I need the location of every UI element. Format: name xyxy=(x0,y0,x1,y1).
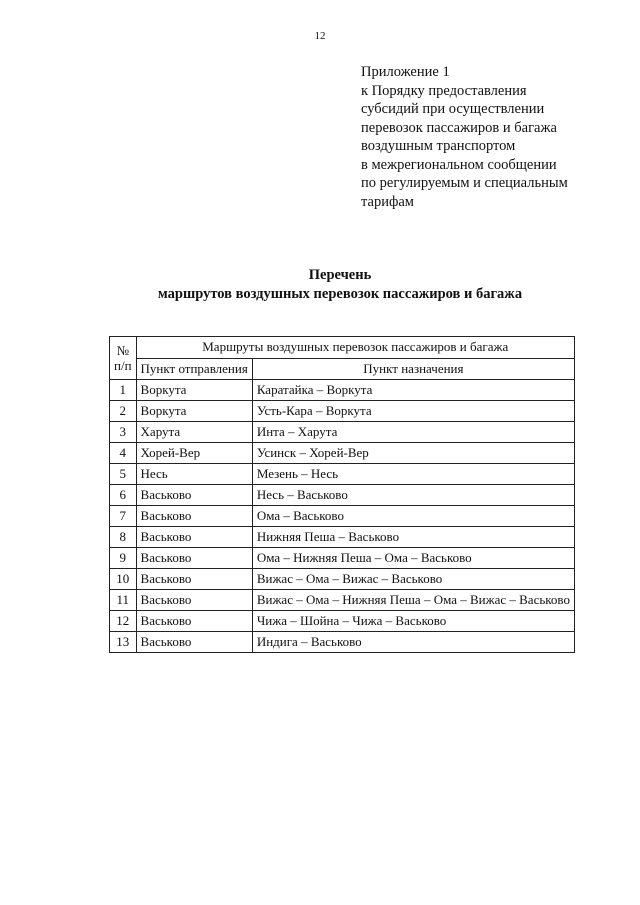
destination-cell: Индига – Васьково xyxy=(252,632,574,653)
header-number-abbr: п/п xyxy=(114,358,132,373)
destination-cell: Вижас – Ома – Нижняя Пеша – Ома – Вижас – Васьково xyxy=(252,590,574,611)
row-number-cell: 8 xyxy=(110,527,137,548)
table-row xyxy=(110,632,575,653)
departure-cell: Васьково xyxy=(136,590,252,611)
destination-cell: Вижас – Ома – Вижас – Васьково xyxy=(252,569,574,590)
row-number-cell: 9 xyxy=(110,548,137,569)
table-row xyxy=(110,485,575,506)
destination-cell: Нижняя Пеша – Васьково xyxy=(252,527,574,548)
title-line-2: маршрутов воздушных перевозок пассажиров и багажа xyxy=(157,286,523,302)
row-number-cell: 2 xyxy=(110,401,137,422)
destination-cell: Ома – Васьково xyxy=(252,506,574,527)
destination-cell: Несь – Васьково xyxy=(252,485,574,506)
table-row xyxy=(110,380,575,401)
departure-cell: Васьково xyxy=(136,527,252,548)
table-row xyxy=(110,548,575,569)
appendix-line: к Порядку предоставления xyxy=(361,82,527,99)
table-row xyxy=(110,506,575,527)
row-number-cell: 1 xyxy=(110,380,137,401)
destination-cell: Каратайка – Воркута xyxy=(252,380,574,401)
header-number xyxy=(110,337,137,380)
destination-cell: Ома – Нижняя Пеша – Ома – Васьково xyxy=(252,548,574,569)
page-number: 12 xyxy=(314,30,326,42)
document-title xyxy=(0,266,640,304)
departure-cell: Васьково xyxy=(136,506,252,527)
destination-cell: Чижа – Шойна – Чижа – Васьково xyxy=(252,611,574,632)
appendix-line: Приложение 1 xyxy=(361,64,450,80)
appendix-line: перевозок пассажиров и багажа xyxy=(361,119,557,136)
appendix-line: в межрегиональном сообщении xyxy=(361,156,557,173)
appendix-line: воздушным транспортом xyxy=(361,138,516,154)
table-row xyxy=(110,527,575,548)
table-subheader-row xyxy=(110,358,575,380)
row-number-cell: 6 xyxy=(110,485,137,506)
departure-cell: Воркута xyxy=(136,401,252,422)
row-number-cell: 10 xyxy=(110,569,137,590)
departure-cell: Хорей-Вер xyxy=(136,443,252,464)
table-row xyxy=(110,443,575,464)
departure-cell: Васьково xyxy=(136,485,252,506)
table-row xyxy=(110,569,575,590)
table-body xyxy=(110,380,575,653)
table-row xyxy=(110,611,575,632)
appendix-block xyxy=(361,63,626,211)
table-row xyxy=(110,590,575,611)
table-row xyxy=(110,401,575,422)
destination-cell: Усть-Кара – Воркута xyxy=(252,401,574,422)
row-number-cell: 13 xyxy=(110,632,137,653)
departure-cell: Васьково xyxy=(136,548,252,569)
row-number-cell: 5 xyxy=(110,464,137,485)
row-number-cell: 7 xyxy=(110,506,137,527)
routes-table xyxy=(109,336,575,653)
departure-cell: Харута xyxy=(136,422,252,443)
destination-cell: Усинск – Хорей-Вер xyxy=(252,443,574,464)
table-header-row xyxy=(110,337,575,359)
row-number-cell: 3 xyxy=(110,422,137,443)
header-number-sign: № xyxy=(116,343,129,358)
row-number-cell: 11 xyxy=(110,590,137,611)
appendix-line: субсидий при осуществлении xyxy=(361,101,545,117)
table-row xyxy=(110,464,575,485)
departure-cell: Васьково xyxy=(136,611,252,632)
title-line-1: Перечень xyxy=(308,267,372,283)
destination-cell: Мезень – Несь xyxy=(252,464,574,485)
departure-cell: Васьково xyxy=(136,569,252,590)
appendix-line: тарифам xyxy=(361,193,414,210)
row-number-cell: 12 xyxy=(110,611,137,632)
table-row xyxy=(110,422,575,443)
header-destination: Пункт назначения xyxy=(252,358,574,380)
destination-cell: Инта – Харута xyxy=(252,422,574,443)
departure-cell: Васьково xyxy=(136,632,252,653)
row-number-cell: 4 xyxy=(110,443,137,464)
header-routes: Маршруты воздушных перевозок пассажиров и багажа xyxy=(136,337,574,359)
header-departure: Пункт отправления xyxy=(136,358,252,380)
departure-cell: Воркута xyxy=(136,380,252,401)
departure-cell: Несь xyxy=(136,464,252,485)
appendix-line: по регулируемым и специальным xyxy=(361,175,568,191)
